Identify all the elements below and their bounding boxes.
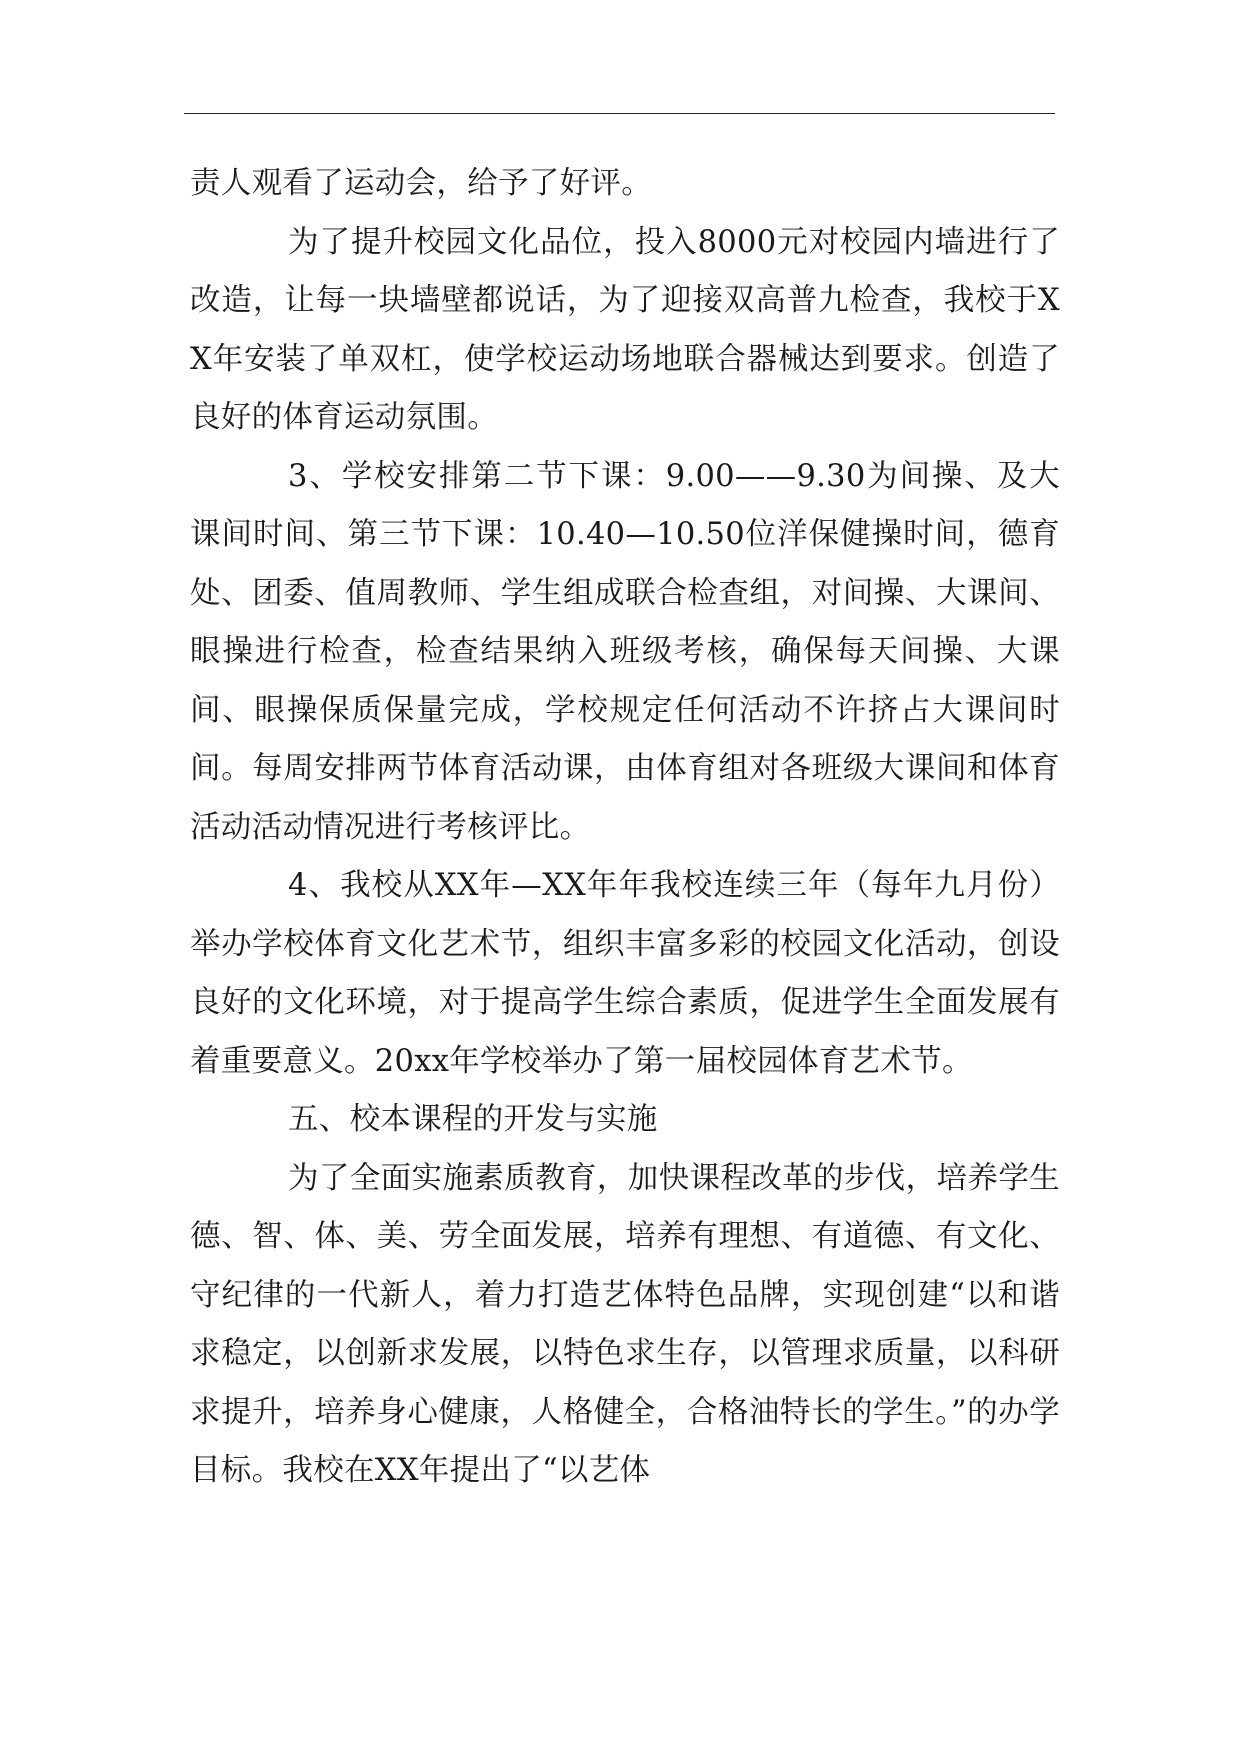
paragraph-arts-festival: 4、我校从XX年—XX年年我校连续三年（每年九月份）举办学校体育文化艺术节，组织丰富多彩的校园文化活动，创设良好的文化环境，对于提高学生综合素质，促进学生全面发展有着重要意义。20xx年学校举办了第一届校园体育艺术节。: [190, 868, 1060, 1079]
paragraph-continuation: 责人观看了运动会，给予了好评。: [190, 166, 652, 201]
header-rule: [184, 113, 1055, 114]
paragraph-campus-culture: 为了提升校园文化品位，投入8000元对校园内墙进行了改造，让每一块墙壁都说话，为了迎接双高普九检查，我校于XX年安装了单双杠，使学校运动场地联合器械达到要求。创造了良好的体育运动氛围。: [190, 224, 1060, 435]
paragraph-curriculum: 为了全面实施素质教育，加快课程改革的步伐，培养学生德、智、体、美、劳全面发展，培养有理想、有道德、有文化、守纪律的一代新人，着力打造艺体特色品牌，实现创建“以和谐求稳定，以创新求发展，以特色求生存，以管理求质量，以科研求提升，培养身心健康，人格健全，合格油特长的学生。”的办学目标。我校在XX年提出了“以艺体: [190, 1160, 1060, 1488]
section-heading: 五、校本课程的开发与实施: [288, 1102, 658, 1137]
paragraph-break-schedule: 3、学校安排第二节下课：9.00——9.30为间操、及大课间时间、第三节下课：10.40—10.50位洋保健操时间，德育处、团委、值周教师、学生组成联合检查组，对间操、大课间、眼操进行检查，检查结果纳入班级考核，确保每天间操、大课间、眼操保质保量完成，学校规定任何活动不许挤占大课间时间。每周安排两节体育活动课，由体育组对各班级大课间和体育活动活动情况进行考核评比。: [190, 458, 1060, 845]
document-body: [190, 155, 1060, 1501]
